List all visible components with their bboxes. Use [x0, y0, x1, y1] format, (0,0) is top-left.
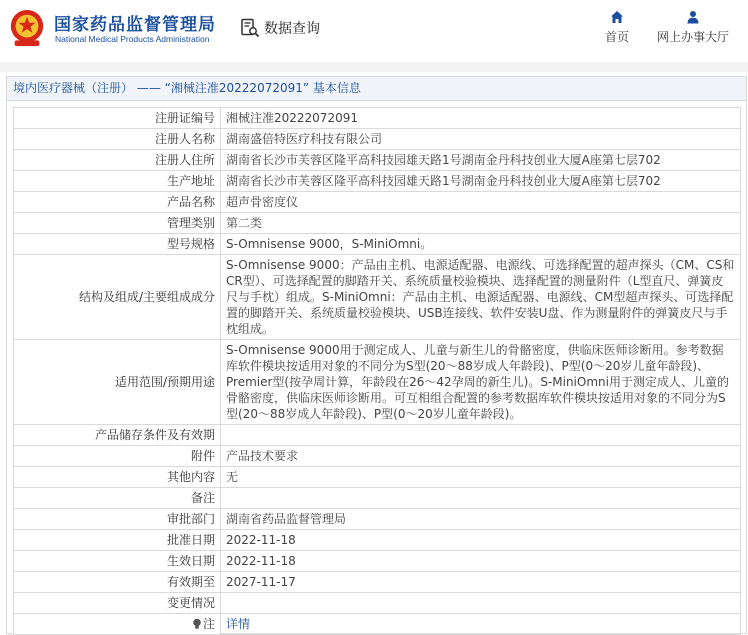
table-row — [14, 614, 741, 635]
detail-panel — [6, 76, 747, 634]
field-value: 产品技术要求 — [221, 446, 741, 467]
site-logo-subtitle: National Medical Products Administration — [55, 34, 210, 44]
field-value: 湖南盛倍特医疗科技有限公司 — [221, 129, 741, 150]
breadcrumb-suffix: 基本信息 — [312, 81, 361, 95]
field-label: 管理类别 — [14, 213, 221, 234]
table-row — [14, 593, 741, 614]
field-label: 产品储存条件及有效期 — [14, 425, 221, 446]
nav-home[interactable] — [600, 10, 634, 45]
nav-online-hall-label: 网上办事大厅 — [656, 30, 729, 44]
site-logo-title[interactable]: 国家药品监督管理局 — [54, 15, 216, 35]
table-row — [14, 509, 741, 530]
field-value: 湘械注准20222072091 — [221, 108, 741, 129]
table-row — [14, 340, 741, 425]
field-value: 2022-11-18 — [221, 551, 741, 572]
table-row — [14, 572, 741, 593]
table-row — [14, 192, 741, 213]
field-label: 产品名称 — [14, 192, 221, 213]
data-query-label: 数据查询 — [264, 21, 320, 37]
field-label: 变更情况 — [14, 593, 221, 614]
data-query-link[interactable] — [240, 16, 320, 40]
nav-online-hall[interactable] — [652, 10, 734, 45]
field-value: S-Omnisense 9000，S-MiniOmni。 — [221, 234, 741, 255]
field-label: 注册人名称 — [14, 129, 221, 150]
header-divider — [0, 62, 748, 72]
table-row — [14, 255, 741, 340]
details-link[interactable]: 详情 — [226, 617, 251, 631]
table-row — [14, 530, 741, 551]
field-value: 第二类 — [221, 213, 741, 234]
breadcrumb-category-link[interactable]: 境内医疗器械（注册） — [13, 81, 134, 95]
field-label: 批准日期 — [14, 530, 221, 551]
table-row — [14, 551, 741, 572]
table-row — [14, 213, 741, 234]
field-value — [221, 488, 741, 509]
site-header — [0, 0, 748, 62]
note-label: 注 — [202, 617, 215, 631]
field-value — [221, 425, 741, 446]
table-row — [14, 425, 741, 446]
breadcrumb-separator: —— — [136, 81, 161, 95]
home-icon — [610, 10, 624, 24]
table-row — [14, 108, 741, 129]
detail-table-wrap — [13, 107, 741, 635]
national-emblem-icon — [8, 8, 46, 48]
field-label: 注册证编号 — [14, 108, 221, 129]
field-value: S-Omnisense 9000：产品由主机、电源适配器、电源线、可选择配置的超声探头（CM、CS和CR型）、可选择配置的脚踏开关、系统质量校验模块、选择配置的测量附件（L型直尺、弹簧皮尺与手枕）组成。S-MiniOmni：产品由主机、电源适配器、电源线、CM型超声探头、可选择配置的脚踏开关、系统质量校验模块、USB连接线、软件安装U盘、作为测量附件的弹簧皮尺与手枕组成。 — [221, 255, 741, 340]
field-value: 湖南省药品监督管理局 — [221, 509, 741, 530]
field-value — [221, 593, 741, 614]
detail-table — [13, 107, 741, 635]
table-row — [14, 446, 741, 467]
lightbulb-icon — [192, 618, 202, 630]
field-value: 2022-11-18 — [221, 530, 741, 551]
field-value: 无 — [221, 467, 741, 488]
field-label: 结构及组成/主要组成成分 — [14, 255, 221, 340]
field-value: S-Omnisense 9000用于测定成人、儿童与新生儿的骨骼密度，供临床医师诊断用。参考数据库软件模块按适用对象的不同分为S型(20～88岁成人年龄段)、P型(0～20岁儿童年龄段)、Premier型(按孕周计算，年龄段在26～42孕周的新生儿)。S-MiniOmni用于测定成人、儿童的骨骼密度，供临床医师诊断用。可互相组合配置的参考数据库软件模块按适用对象的不同分为S型(20～88岁成人年龄段)、P型(0～20岁儿童年龄段)。 — [221, 340, 741, 425]
breadcrumb-record: “湘械注准20222072091” — [164, 81, 310, 95]
table-row — [14, 488, 741, 509]
field-value: 湖南省长沙市芙蓉区隆平高科技园雄天路1号湖南金丹科技创业大厦A座第七层702 — [221, 150, 741, 171]
document-search-icon — [240, 18, 260, 38]
table-row — [14, 234, 741, 255]
field-value: 超声骨密度仪 — [221, 192, 741, 213]
table-row — [14, 129, 741, 150]
field-label: 注册人住所 — [14, 150, 221, 171]
field-label: 其他内容 — [14, 467, 221, 488]
table-row — [14, 171, 741, 192]
field-label: 有效期至 — [14, 572, 221, 593]
field-label: 审批部门 — [14, 509, 221, 530]
field-value: 2027-11-17 — [221, 572, 741, 593]
field-value: 湖南省长沙市芙蓉区隆平高科技园雄天路1号湖南金丹科技创业大厦A座第七层702 — [221, 171, 741, 192]
field-label: 附件 — [14, 446, 221, 467]
breadcrumb — [7, 77, 746, 101]
field-label: 适用范围/预期用途 — [14, 340, 221, 425]
field-label: 型号规格 — [14, 234, 221, 255]
nav-home-label: 首页 — [604, 30, 629, 44]
note-label-cell — [14, 614, 221, 635]
user-icon — [686, 10, 700, 24]
table-row — [14, 150, 741, 171]
field-label: 生产地址 — [14, 171, 221, 192]
field-label: 备注 — [14, 488, 221, 509]
field-label: 生效日期 — [14, 551, 221, 572]
note-value-cell — [221, 614, 741, 635]
table-row — [14, 467, 741, 488]
